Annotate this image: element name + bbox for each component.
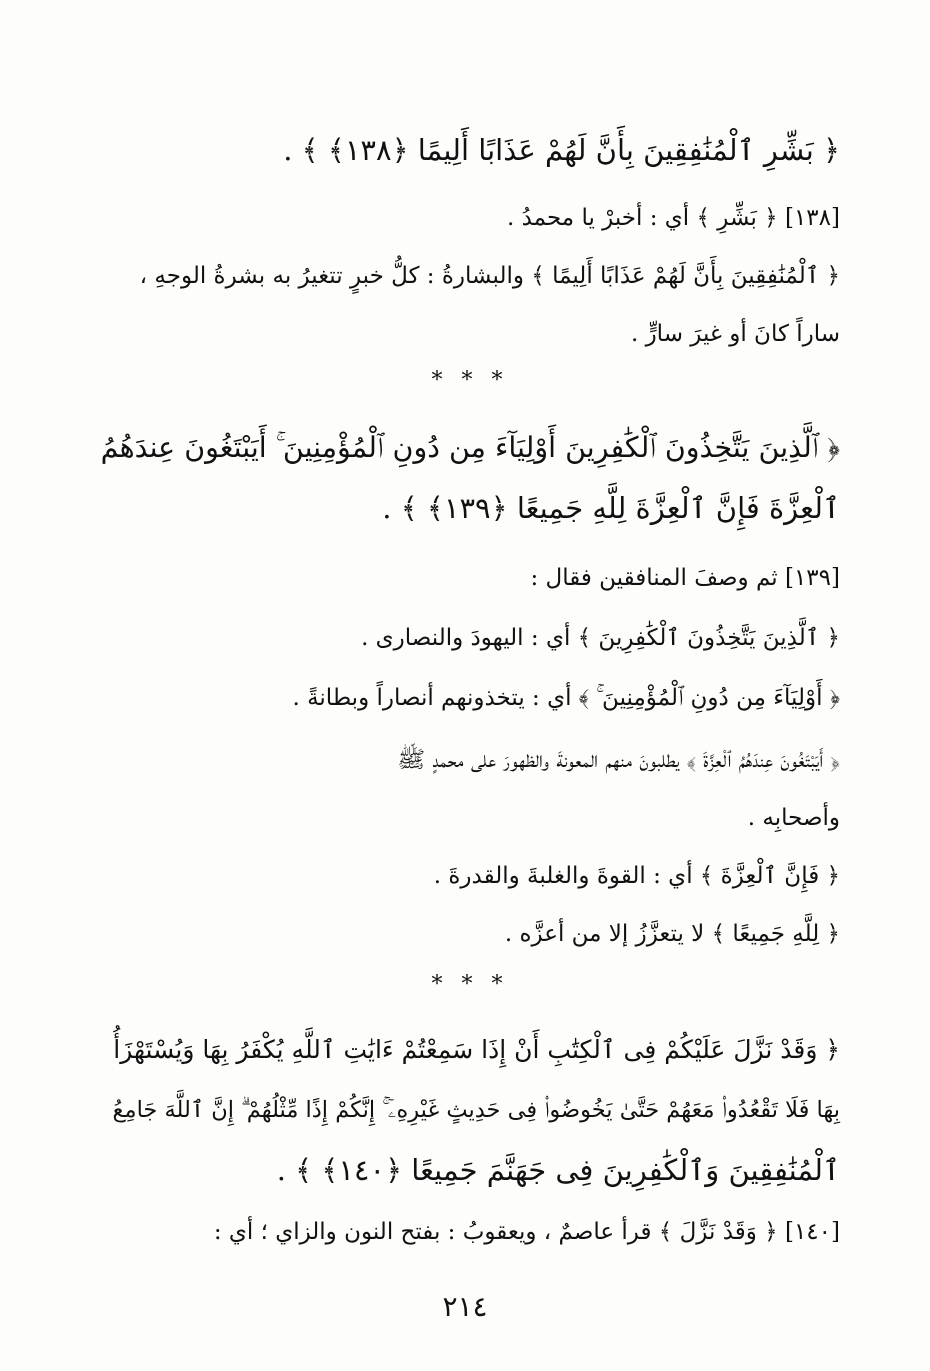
section-divider: * * * [431,368,509,393]
verse-138: ﴿ بَشِّرِ ٱلْمُنَٰفِقِينَ بِأَنَّ لَهُمْ عَذَابًا أَلِيمًا ﴿١٣٨﴾ ﴾ . [283,133,840,167]
commentary-line: ﴿ فَإِنَّ ٱلْعِزَّةَ ﴾ أي : القوةَ والغلبةَ والقدرةَ . [433,863,840,889]
verse-140-line: ٱلْمُنَٰفِقِينَ وَٱلْكَٰفِرِينَ فِى جَهَنَّمَ جَمِيعًا ﴿١٤٠﴾ ﴾ . [276,1153,840,1187]
commentary-line: [١٣٩] ثم وصفَ المنافقين فقال : [530,565,840,591]
verse-139-line: ٱلْعِزَّةَ فَإِنَّ ٱلْعِزَّةَ لِلَّهِ جَمِيعًا ﴿١٣٩﴾ ﴾ . [382,491,840,525]
commentary-line: ﴿ أَيَبْتَغُونَ عِندَهُمُ ٱلْعِزَّةَ ﴾ يطلبونَ منهم المعونةَ والظهورَ على محمدٍ ﷺ [397,747,840,773]
commentary-line: [١٤٠] ﴿ وَقَدْ نَزَّلَ ﴾ قرأ عاصمٌ ، ويعقوبُ : بفتح النون والزاي ؛ أي : [213,1219,840,1245]
commentary-line: وأصحابِه . [747,805,840,831]
section-divider: * * * [431,972,509,997]
verse-140-line: بِهَا فَلَا تَقْعُدُوا۟ مَعَهُمْ حَتَّىٰ يَخُوضُوا۟ فِى حَدِيثٍ غَيْرِهِۦٓ ۚ إِنَّكُمْ إِذًا مِّثْلُهُمْ ۗ إِنَّ ٱللَّهَ جَامِعُ [112,1097,840,1123]
commentary-line: ساراً كانَ أو غيرَ سارٍّ . [630,321,840,347]
commentary-line: ﴿ ٱلَّذِينَ يَتَّخِذُونَ ٱلْكَٰفِرِينَ ﴾ أي : اليهودَ والنصارى . [361,625,840,651]
commentary-line: ﴿ ٱلْمُنَٰفِقِينَ بِأَنَّ لَهُمْ عَذَابًا أَلِيمًا ﴾ والبشارةُ : كلُّ خبرٍ تتغيرُ به بشرةُ الوجهِ ، [139,263,840,289]
verse-139-line: ﴿ ٱلَّذِينَ يَتَّخِذُونَ ٱلْكَٰفِرِينَ أَوْلِيَآءَ مِن دُونِ ٱلْمُؤْمِنِينَ ۚ أَيَبْتَغُونَ عِندَهُمُ [100,431,840,464]
commentary-line: ﴿ أَوْلِيَآءَ مِن دُونِ ٱلْمُؤْمِنِينَ ۚ ﴾ أي : يتخذونهم أنصاراً وبطانةً . [292,685,840,711]
commentary-line: [١٣٨] ﴿ بَشِّرِ ﴾ أي : أخبرْ يا محمدُ . [506,205,840,231]
page-number: ٢١٤ [442,1290,488,1323]
commentary-line: ﴿ لِلَّهِ جَمِيعًا ﴾ لا يتعزَّزُ إلا من أعزَّه . [504,921,840,947]
verse-140-line: ﴿ وَقَدْ نَزَّلَ عَلَيْكُمْ فِى ٱلْكِتَٰبِ أَنْ إِذَا سَمِعْتُمْ ءَايَٰتِ ٱللَّهِ يُكْفَرُ بِهَا وَيُسْتَهْزَأُ [113,1035,840,1064]
